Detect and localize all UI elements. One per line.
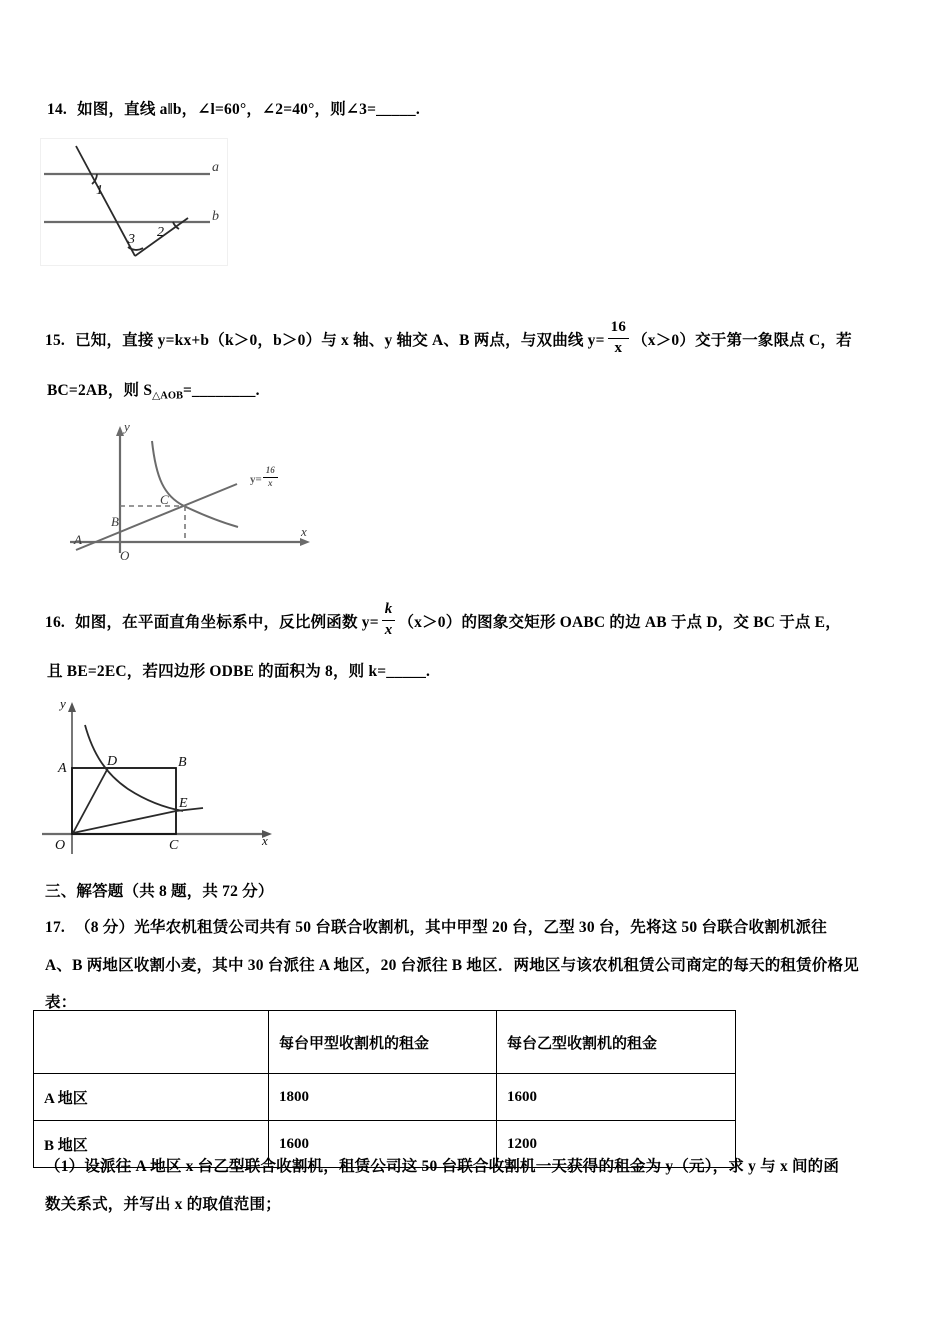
- question-17-sub1-line1: （1）设派往 A 地区 x 台乙型联合收割机，租赁公司这 50 台联合收割机一天获得的租金为 y（元），求 y 与 x 间的函: [45, 1158, 840, 1175]
- question-16-text: [45, 602, 930, 638]
- question-15-line2-pre: BC=2AB，则 S: [47, 382, 153, 399]
- question-17-paragraph-1: 光华农机租赁公司共有 50 台联合收割机，其中甲型 20 台，乙型 30 台，先将这 50 台联合收割机派往: [134, 919, 828, 936]
- table-cell-region: A 地区: [34, 1074, 269, 1121]
- y-axis-label: y: [60, 696, 66, 711]
- fraction-numerator: 16: [610, 319, 627, 335]
- angle-3-label: 3: [128, 232, 135, 247]
- question-15-subscript: △AOB: [152, 390, 183, 402]
- question-14-body: 如图，直线 a‖b，∠l=60°，∠2=40°，则∠3=_____.: [77, 101, 420, 118]
- question-17-line1: [45, 918, 827, 939]
- origin-label: O: [120, 548, 130, 563]
- table-header-type-b: 每台乙型收割机的租金: [497, 1011, 736, 1074]
- curve-label-prefix: y=: [250, 473, 262, 486]
- question-16-figure: [38, 692, 278, 864]
- table-cell-region: B 地区: [34, 1121, 269, 1168]
- question-16-number: 16.: [45, 613, 65, 631]
- point-e-label: E: [179, 796, 188, 811]
- table-header-row: [34, 1011, 736, 1074]
- origin-label: O: [55, 838, 66, 853]
- question-17-number: 17.: [45, 919, 65, 936]
- question-17-line2: A、B 两地区收割小麦，其中 30 台派往 A 地区，20 台派往 B 地区．两地区与该农机租赁公司商定的每天的租赁价格见: [45, 957, 859, 974]
- question-15-number: 15.: [45, 331, 65, 349]
- question-15-line2-post: =________.: [183, 382, 260, 399]
- table-cell-type-a: 1600: [269, 1121, 497, 1168]
- question-17-score: （8 分）: [75, 919, 135, 936]
- hyperbola-equation-label: [250, 466, 279, 489]
- point-c-label: C: [160, 492, 169, 507]
- question-17-line3: 表：: [45, 994, 77, 1011]
- fraction-numerator: k: [384, 601, 393, 617]
- point-b-label: B: [178, 755, 187, 770]
- curve-label-fraction: [263, 466, 278, 489]
- fraction-16-over-x: [608, 320, 629, 356]
- fraction-denominator: x: [384, 621, 393, 638]
- question-17-sub1-line2: 数关系式，并写出 x 的取值范围；: [45, 1196, 281, 1213]
- question-15-body-pre: 已知，直接 y=kx+b（k＞0，b＞0）与 x 轴、y 轴交 A、B 两点，与双曲线 y=: [75, 331, 605, 349]
- point-a-label: A: [58, 761, 67, 776]
- table-cell-type-a: 1800: [269, 1074, 497, 1121]
- point-d-label: D: [107, 754, 118, 769]
- question-16-line2: 且 BE=2EC，若四边形 ODBE 的面积为 8，则 k=_____.: [47, 663, 431, 680]
- question-15-line2: [47, 381, 260, 404]
- rental-price-table: [33, 1010, 736, 1168]
- point-a-label: A: [74, 532, 82, 547]
- question-14-text: [47, 100, 907, 121]
- question-16-body-post: （x＞0）的图象交矩形 OABC 的边 AB 于点 D，交 BC 于点 E，: [398, 613, 841, 631]
- x-axis-label: x: [301, 524, 307, 539]
- fraction-bar: [608, 337, 629, 339]
- curve-label-den: x: [268, 478, 273, 489]
- question-15-text: [45, 320, 925, 356]
- question-14-figure-frame: [40, 138, 228, 266]
- x-axis-label: x: [262, 833, 268, 848]
- y-axis-label: y: [124, 419, 130, 434]
- line-b-label: b: [212, 209, 219, 224]
- table-header-type-a: 每台甲型收割机的租金: [269, 1011, 497, 1074]
- table-header-corner: [34, 1011, 269, 1074]
- table-cell-type-b: 1200: [497, 1121, 736, 1168]
- point-c-label: C: [169, 838, 179, 853]
- angle-1-label: 1: [96, 183, 103, 198]
- curve-label-num: 16: [265, 465, 275, 475]
- question-15-body-post: （x＞0）交于第一象限点 C，若: [632, 331, 852, 349]
- line-a-label: a: [212, 160, 219, 175]
- fraction-bar: [382, 619, 396, 621]
- angle-2-label: 2: [157, 225, 164, 240]
- fraction-denominator: x: [614, 339, 623, 356]
- fraction-k-over-x: [382, 602, 396, 638]
- question-14-number: 14.: [47, 101, 67, 118]
- question-16-body-pre: 如图，在平面直角坐标系中，反比例函数 y=: [75, 613, 379, 631]
- section-three-heading: 三、解答题（共 8 题，共 72 分）: [45, 883, 274, 900]
- question-15-figure: [52, 418, 322, 573]
- table-cell-type-b: 1600: [497, 1074, 736, 1121]
- point-b-label: B: [111, 514, 119, 529]
- table-row: [34, 1074, 736, 1121]
